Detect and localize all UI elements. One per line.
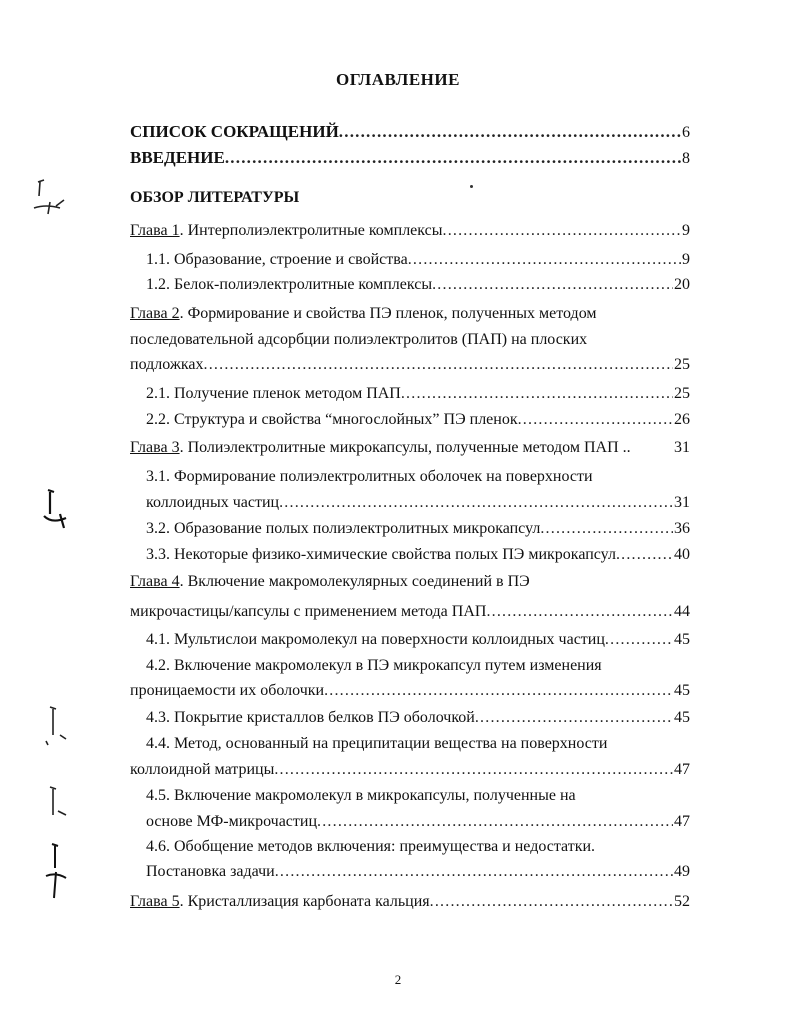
toc-label: микрочастицы/капсулы с применением метода ПАП [130,603,487,620]
toc-section-1-2[interactable] [146,275,690,295]
toc-section-4-1[interactable] [146,630,690,650]
toc-section-4-6-line-1: 4.6. Обобщение методов включения: преимущества и недостатки. [146,838,596,855]
chapter-link[interactable]: Глава 5 [130,893,180,910]
chapter-link[interactable]: Глава 2 [130,305,180,322]
toc-label: 4.1. Мультислои макромолекул на поверхности коллоидных частиц [146,631,605,648]
handwritten-mark-icon [38,785,78,825]
toc-page: 45 [674,631,690,648]
toc-page: 25 [674,356,690,373]
toc-label: 4.3. Покрытие кристаллов белков ПЭ оболочкой [146,709,475,726]
toc-section-3-1-line-1: 3.1. Формирование полиэлектролитных оболочек на поверхности [146,468,593,485]
toc-page: 31 [674,494,690,511]
toc-label: ВВЕДЕНИЕ [130,148,225,167]
toc-literature-review-heading: ОБЗОР ЛИТЕРАТУРЫ [130,189,300,206]
toc-section-4-2-line-1: 4.2. Включение макромолекул в ПЭ микрокапсул путем изменения [146,657,602,674]
toc-page: 52 [674,893,690,910]
toc-page: 20 [674,276,690,293]
toc-page: 44 [674,603,690,620]
toc-section-4-4-line-1: 4.4. Метод, основанный на преципитации вещества на поверхности [146,735,608,752]
toc-label: . Полиэлектролитные микрокапсулы, полученные методом ПАП .. [179,439,631,456]
toc-chapter-5[interactable] [130,892,690,912]
toc-page: 26 [674,411,690,428]
page-title: ОГЛАВЛЕНИЕ [336,70,460,89]
toc-label: 3.3. Некоторые физико-химические свойства полых ПЭ микрокапсул [146,546,616,563]
toc-chapter-2-line-1[interactable]: Глава 2. Формирование и свойства ПЭ пленок, полученных методом [130,305,597,322]
toc-chapter-4-line-1[interactable]: Глава 4. Включение макромолекулярных соединений в ПЭ [130,573,530,590]
toc-section-1-1[interactable] [146,250,690,270]
toc-label: 3.2. Образование полых полиэлектролитных микрокапсул [146,520,541,537]
toc-section-2-2[interactable] [146,410,690,430]
handwritten-mark-icon [38,705,78,755]
toc-page: 49 [674,863,690,880]
toc-page: 36 [674,520,690,537]
handwritten-mark-icon [38,842,78,902]
toc-label: 2.1. Получение пленок методом ПАП [146,385,401,402]
toc-label: коллоидных частиц [146,494,280,511]
toc-page: 9 [682,251,690,268]
toc-introduction[interactable] [130,148,690,169]
toc-section-2-1[interactable] [146,384,690,404]
toc-section-3-1[interactable] [146,493,690,513]
toc-section-3-2[interactable] [146,519,690,539]
toc-section-4-4[interactable] [130,760,690,780]
speck [470,185,473,188]
toc-section-4-3[interactable] [146,708,690,728]
toc-label: подложках [130,356,204,373]
toc-label: проницаемости их оболочки [130,682,325,699]
page-number: 2 [394,972,402,987]
toc-chapter-2-line-2: последовательной адсорбции полиэлектролитов (ПАП) на плоских [130,331,588,348]
toc-page: 9 [682,222,690,239]
toc-section-4-5-line-1: 4.5. Включение макромолекул в микрокапсулы, полученные на [146,787,576,804]
toc-page: 45 [674,709,690,726]
toc-page: 6 [682,124,690,141]
toc-label: 1.1. Образование, строение и свойства [146,251,408,268]
toc-section-3-3[interactable] [146,545,690,565]
toc-page: 45 [674,682,690,699]
toc-page: 31 [674,439,690,456]
toc-label: основе МФ-микрочастиц [146,813,318,830]
toc-chapter-1[interactable] [130,221,690,241]
toc-label: . Кристаллизация карбоната кальция [179,893,430,910]
toc-label: СПИСОК СОКРАЩЕНИЙ [130,122,339,141]
toc-label: 1.2. Белок-полиэлектролитные комплексы [146,276,433,293]
handwritten-mark-icon [30,488,80,538]
toc-page: 40 [674,546,690,563]
chapter-link[interactable]: Глава 3 [130,439,180,456]
toc-chapter-2[interactable] [130,355,690,375]
toc-label: коллоидной матрицы [130,761,275,778]
toc-chapter-3[interactable] [130,438,690,458]
toc-abbreviations[interactable] [130,122,690,143]
toc-page: 47 [674,813,690,830]
chapter-link[interactable]: Глава 1 [130,222,180,239]
toc-section-4-2[interactable] [130,681,690,701]
handwritten-mark-icon [30,178,80,228]
toc-page: 8 [682,150,690,167]
toc-section-4-5[interactable] [146,812,690,832]
chapter-link[interactable]: Глава 4 [130,573,180,590]
toc-label: Постановка задачи [146,863,275,880]
toc-section-4-6[interactable] [146,862,690,882]
toc-label: 2.2. Структура и свойства “многослойных” ПЭ пленок [146,411,518,428]
toc-page: 47 [674,761,690,778]
toc-chapter-4[interactable] [130,602,690,622]
toc-page: 25 [674,385,690,402]
toc-label: . Интерполиэлектролитные комплексы [179,222,443,239]
